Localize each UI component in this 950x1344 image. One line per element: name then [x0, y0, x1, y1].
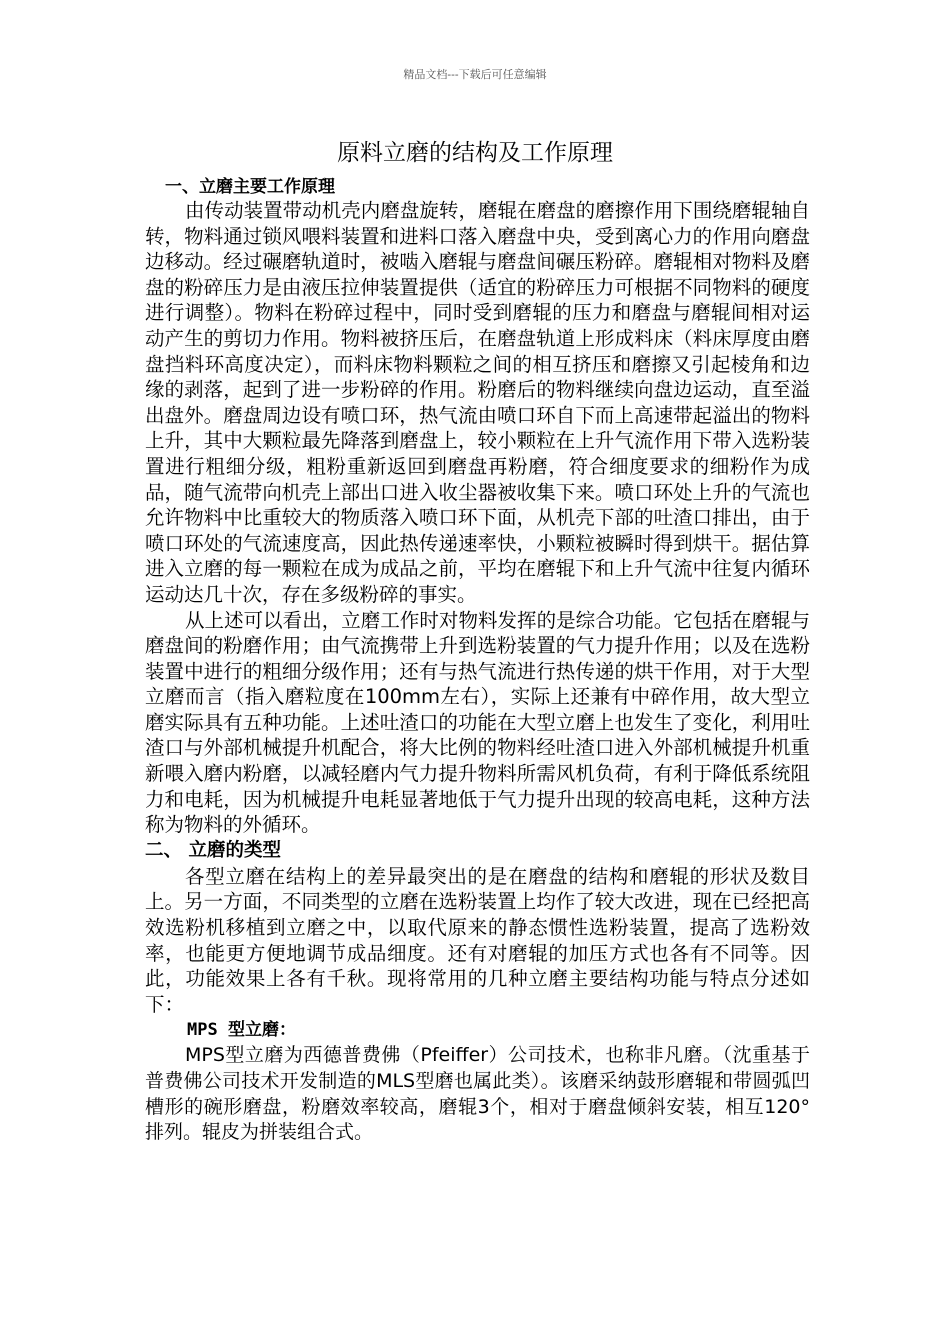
section-heading-types: 二、 立磨的类型	[145, 839, 281, 861]
paragraph-types-1: 各型立磨在结构上的差异最突出的是在磨盘的结构和磨辊的形状及数目上。另一方面，不同类型的立磨在选粉装置上均作了较大改进，现在已经把高效选粉机移植到立磨之中，以取代原来的静态惯性选粉装置，提高了选粉效率，也能更方便地调节成品细度。还有对磨辊的加压方式也各有不同等。因此，功能效果上各有千秋。现将常用的几种立磨主要结构功能与特点分述如下：	[145, 864, 810, 1016]
paragraph-mps: MPS型立磨为西德普费佛（Pfeiffer）公司技术，也称非凡磨。（沈重基于普费佛公司技术开发制造的MLS型磨也属此类）。该磨采纳鼓形磨辊和带圆弧凹槽形的碗形磨盘，粉磨效率较高，磨辊3个，相对于磨盘倾斜安装，相互120° 排列。辊皮为拼装组合式。	[145, 1044, 810, 1144]
paragraph-principle-2: 从上述可以看出，立磨工作时对物料发挥的是综合功能。它包括在磨辊与磨盘间的粉磨作用；由气流携带上升到选粉装置的气力提升作用；以及在选粉装置中进行的粗细分级作用；还有与热气流进行热传递的烘干作用，对于大型立磨而言（指入磨粒度在100mm左右），实际上还兼有中碎作用，故大型立磨实际具有五种功能。上述吐渣口的功能在大型立磨上也发生了变化，利用吐渣口与外部机械提升机配合，将大比例的物料经吐渣口进入外部机械提升机重新喂入磨内粉磨，以减轻磨内气力提升物料所需风机负荷，有利于降低系统阻力和电耗，因为机械提升电耗显著地低于气力提升出现的较高电耗，这种方法称为物料的外循环。	[145, 608, 810, 837]
paragraph-principle-1: 由传动装置带动机壳内磨盘旋转，磨辊在磨盘的磨擦作用下围绕磨辊轴自转，物料通过锁风喂料装置和进料口落入磨盘中央，受到离心力的作用向磨盘边移动。经过碾磨轨道时，被啮入磨辊与磨盘间碾压粉碎。磨辊相对物料及磨盘的粉碎压力是由液压拉伸装置提供（适宜的粉碎压力可根据不同物料的硬度进行调整）。物料在粉碎过程中，同时受到磨辊的压力和磨盘与磨辊间相对运动产生的剪切力作用。物料被挤压后，在磨盘轨道上形成料床（料床厚度由磨盘挡料环高度决定），而料床物料颗粒之间的相互挤压和磨擦又引起棱角和边缘的剥落，起到了进一步粉碎的作用。粉磨后的物料继续向盘边运动，直至溢出盘外。磨盘周边设有喷口环，热气流由喷口环自下而上高速带起溢出的物料上升，其中大颗粒最先降落到磨盘上，较小颗粒在上升气流作用下带入选粉装置进行粗细分级，粗粉重新返回到磨盘再粉磨，符合细度要求的细粉作为成品，随气流带向机壳上部出口进入收尘器被收集下来。喷口环处上升的气流也允许物料中比重较大的物质落入喷口环下面，从机壳下部的吐渣口排出，由于喷口环处的气流速度高，因此热传递速率快，小颗粒被瞬时得到烘干。据估算进入立磨的每一颗粒在成为成品之前，平均在磨辊下和上升气流中往复内循环运动达几十次，存在多级粉碎的事实。	[145, 199, 810, 606]
subheading-mps: MPS 型立磨：	[187, 1020, 296, 1041]
document-title: 原料立磨的结构及工作原理	[337, 140, 613, 166]
header-note: 精品文档---下载后可任意编辑	[403, 68, 547, 81]
document-body	[145, 176, 810, 1146]
section-heading-principle: 一、立磨主要工作原理	[165, 177, 335, 197]
